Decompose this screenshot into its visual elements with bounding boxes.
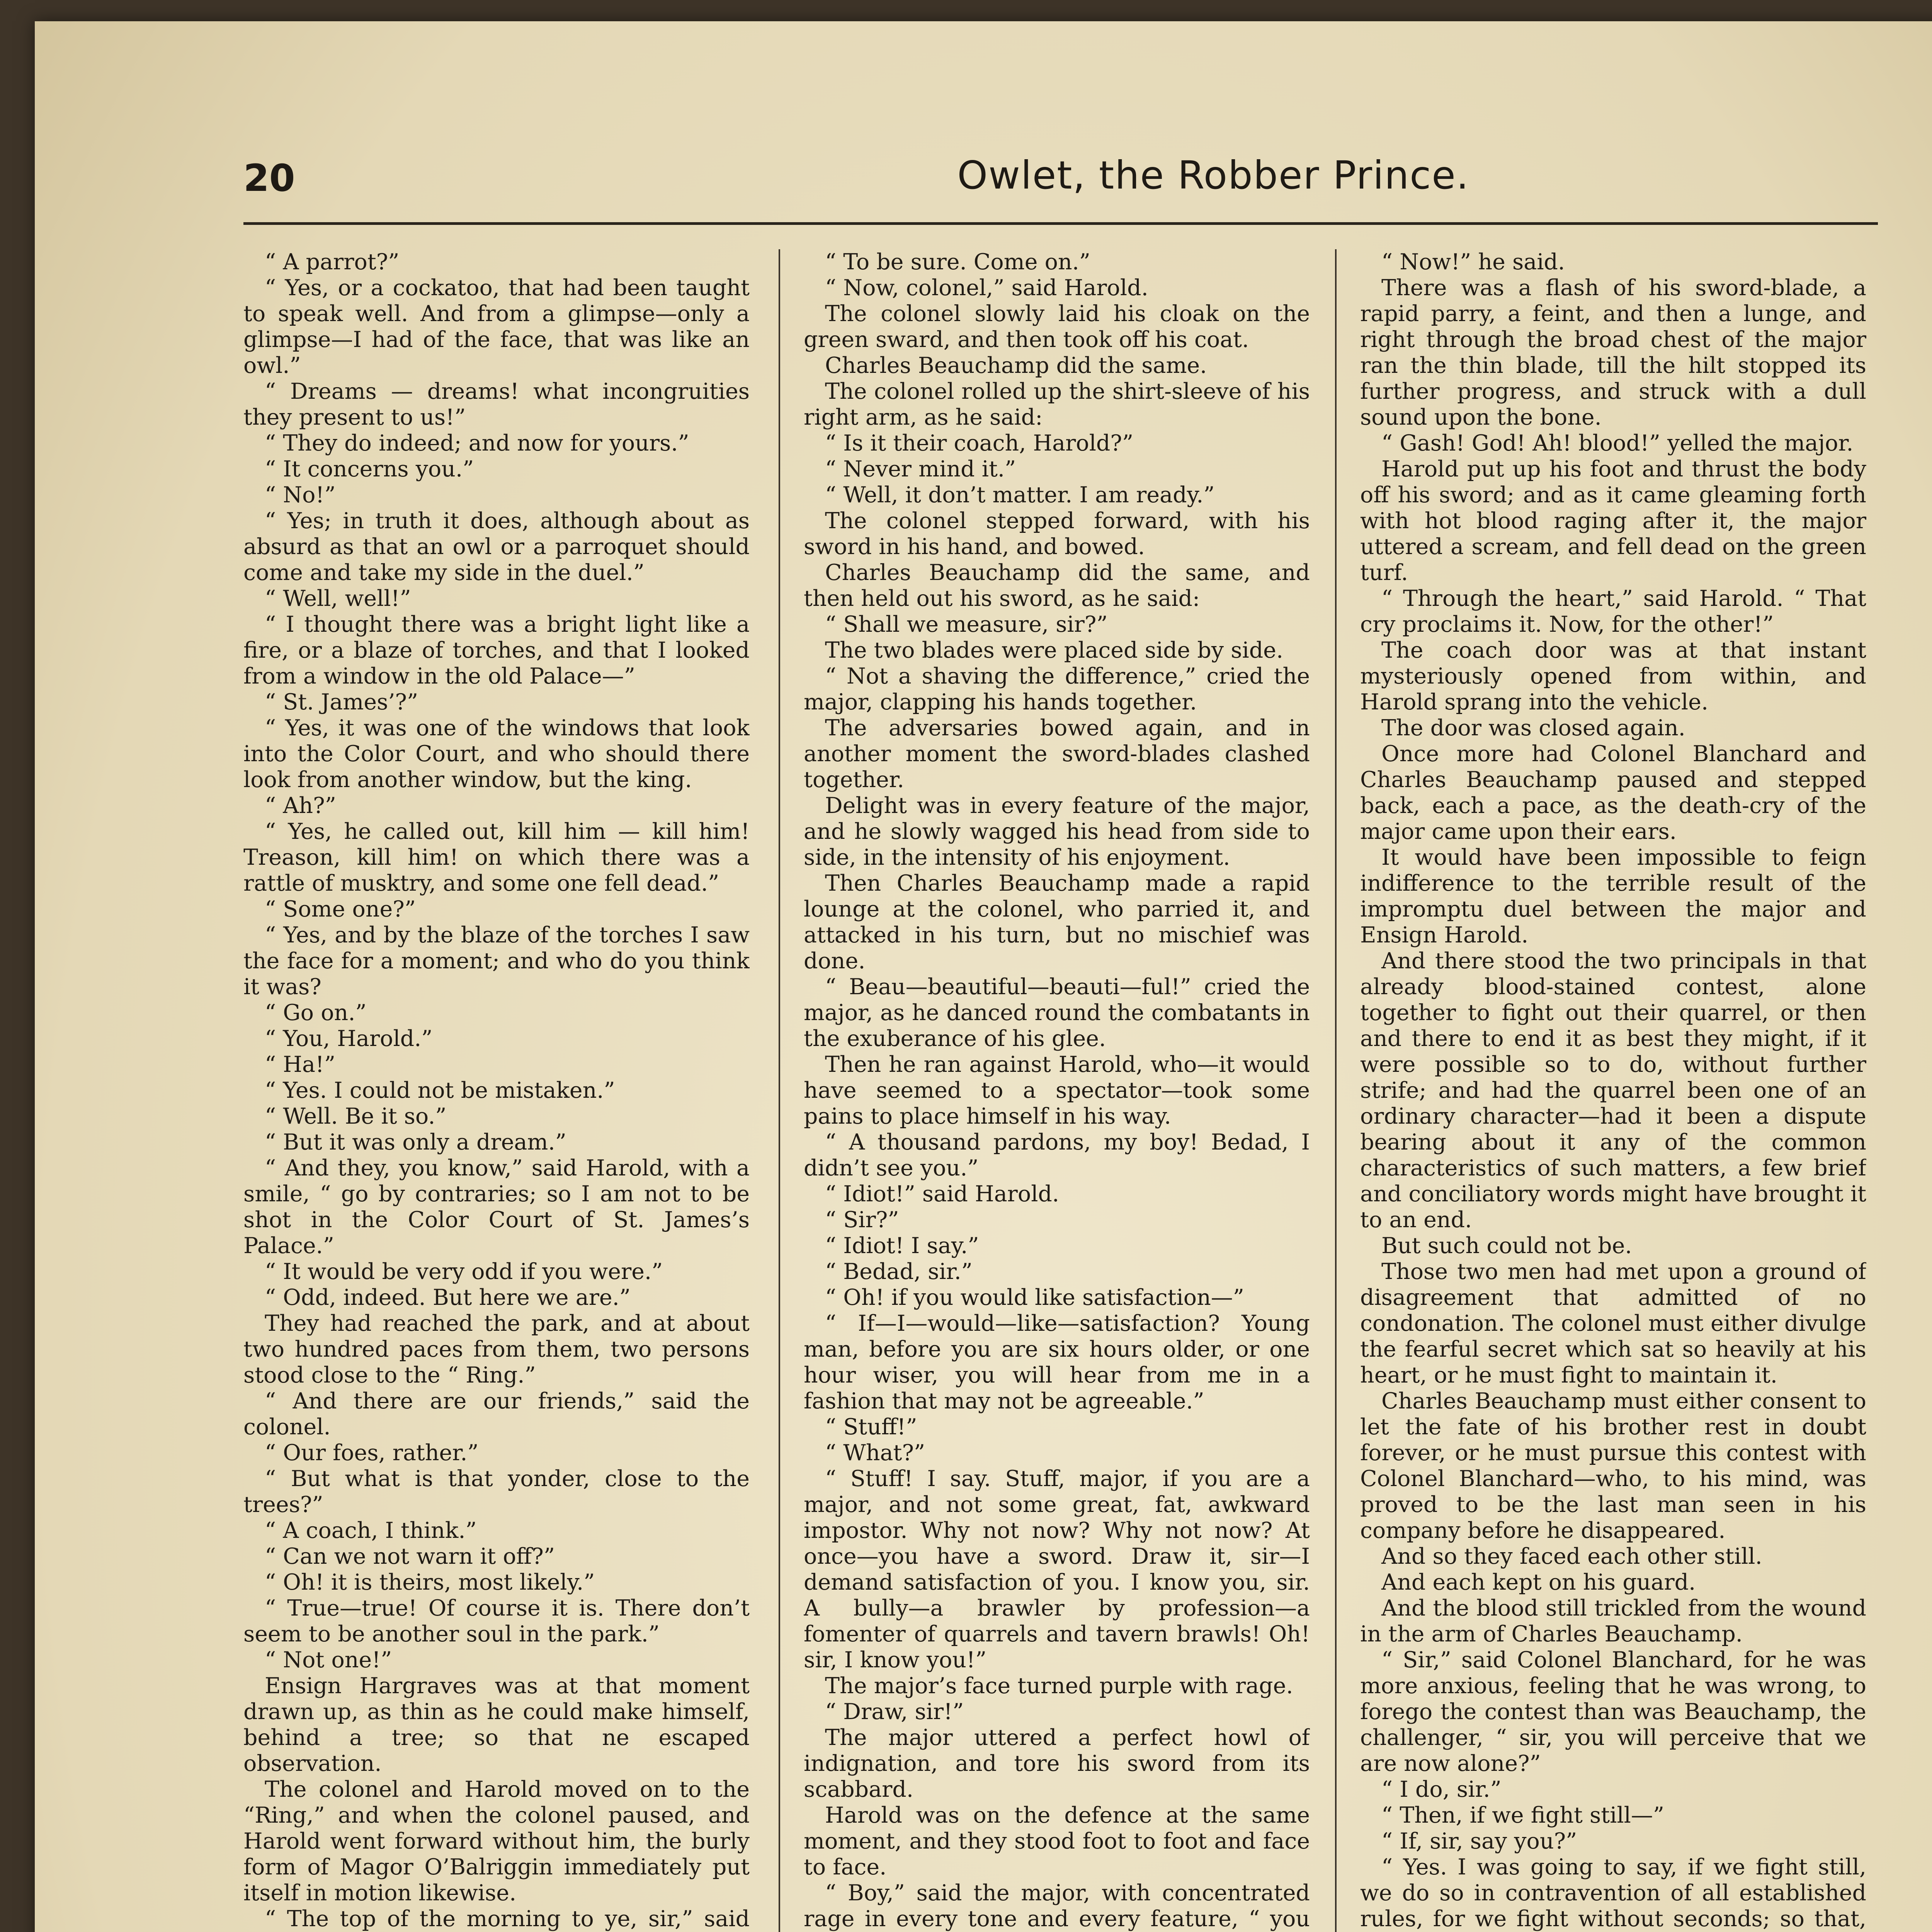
paragraph: “ True—true! Of course it is. There don’t seem to be another soul in the park.” bbox=[243, 1595, 750, 1647]
paragraph: “ Ha!” bbox=[265, 1052, 335, 1077]
paragraph: The colonel stepped forward, with his sword in his hand, and bowed. bbox=[804, 508, 1310, 560]
paragraph: The major’s face turned purple with rage. bbox=[825, 1673, 1293, 1699]
paragraph: “ Then, if we fight still—” bbox=[1381, 1803, 1664, 1828]
paragraph: “ Yes. I was going to say, if we fight still, we do so in contravention of all established rules, for we fight without seconds; so that, bbox=[1360, 1854, 1866, 1932]
paragraph: “ I thought there was a bright light like a fire, or a blaze of torches, and that I looked from a window in the old Palace—” bbox=[243, 612, 750, 689]
paragraph: “ Is it their coach, Harold?” bbox=[825, 430, 1134, 456]
paragraph: “ St. James’?” bbox=[265, 689, 418, 715]
paragraph: “ I do, sir.” bbox=[1381, 1777, 1502, 1802]
paragraph: “ Dreams — dreams! what incongruities they present to us!” bbox=[243, 379, 750, 430]
paragraph: “ Yes, he called out, kill him — kill him! Treason, kill him! on which there was a rattle of musktry, and some one fell dead.” bbox=[243, 819, 750, 896]
paragraph: “ Yes. I could not be mistaken.” bbox=[265, 1078, 615, 1103]
paragraph: “ Not a shaving the difference,” cried the major, clapping his hands together. bbox=[804, 663, 1310, 715]
paragraph: “ And there are our friends,” said the colonel. bbox=[243, 1388, 750, 1440]
paragraph: “ But what is that yonder, close to the trees?” bbox=[243, 1466, 750, 1517]
paragraph: Once more had Colonel Blanchard and Charles Beauchamp paused and stepped back, each a pace, as the death-cry of the major came upon their ears. bbox=[1360, 741, 1866, 844]
paragraph: Charles Beauchamp must either consent to let the fate of his brother rest in doubt forever, or he must pursue this contest with Colonel Blanchard—who, to his mind, was proved to be the last man seen in his company before he disappeared. bbox=[1360, 1388, 1866, 1543]
text-column-2 bbox=[804, 249, 1310, 1932]
page-number: 20 bbox=[243, 156, 295, 200]
paragraph: “ Sir?” bbox=[825, 1207, 899, 1233]
paragraph: And so they faced each other still. bbox=[1381, 1544, 1762, 1569]
paragraph: “ Boy,” said the major, with concentrated rage in every tone and every feature, “ you bbox=[804, 1880, 1310, 1932]
header-rule bbox=[243, 222, 1878, 225]
paragraph: “ Oh! if you would like satisfaction—” bbox=[825, 1285, 1244, 1310]
paragraph: The colonel rolled up the shirt-sleeve of his right arm, as he said: bbox=[804, 379, 1310, 430]
paragraph: “ And they, you know,” said Harold, with a smile, “ go by contraries; so I am not to be shot in the Color Court of St. James’s Palace.” bbox=[243, 1155, 750, 1259]
paragraph: “ Odd, indeed. But here we are.” bbox=[265, 1285, 631, 1310]
paragraph: “ If—I—would—like—satisfaction? Young man, before you are six hours older, or one hour wiser, you will hear from me in a fashion that may not be agreeable.” bbox=[804, 1311, 1310, 1414]
paragraph: But such could not be. bbox=[1381, 1233, 1632, 1259]
paragraph: “ What?” bbox=[825, 1440, 925, 1466]
paragraph: “ Yes, it was one of the windows that look into the Color Court, and who should there look from another window, but the king. bbox=[243, 715, 750, 793]
paragraph: “ Stuff!” bbox=[825, 1414, 917, 1440]
column-divider bbox=[779, 249, 780, 1932]
paragraph: “ Go on.” bbox=[265, 1000, 367, 1026]
paragraph: “ Through the heart,” said Harold. “ That cry proclaims it. Now, for the other!” bbox=[1360, 586, 1866, 637]
paragraph: “ Our foes, rather.” bbox=[265, 1440, 479, 1466]
paragraph: There was a flash of his sword-blade, a rapid parry, a feint, and then a lunge, and right through the broad chest of the major ran the thin blade, till the hilt stopped its further progress, and struck with a dull sound upon the bone. bbox=[1360, 275, 1866, 430]
paragraph: “ The top of the morning to ye, sir,” said bbox=[265, 1906, 750, 1932]
paragraph: “ You, Harold.” bbox=[265, 1026, 433, 1051]
paragraph: “ Can we not warn it off?” bbox=[265, 1544, 555, 1569]
paragraph: Ensign Hargraves was at that moment drawn up, as thin as he could make himself, behind a tree; so that ne escaped observation. bbox=[243, 1673, 750, 1776]
paragraph: “ Shall we measure, sir?” bbox=[825, 612, 1108, 637]
running-title: Owlet, the Robber Prince. bbox=[957, 153, 1469, 198]
paragraph: The adversaries bowed again, and in another moment the sword-blades clashed together. bbox=[804, 715, 1310, 793]
paragraph: “ Draw, sir!” bbox=[825, 1699, 964, 1725]
paragraph: “ Idiot!” said Harold. bbox=[825, 1181, 1060, 1207]
paragraph: The colonel and Harold moved on to the “Ring,” and when the colonel paused, and Harold went forward without him, the burly form of Magor O’Balriggin immediately put itself in motion likewise. bbox=[243, 1777, 750, 1906]
paragraph: “ Some one?” bbox=[265, 896, 416, 922]
paragraph: Charles Beauchamp did the same, and then held out his sword, as he said: bbox=[804, 560, 1310, 611]
paragraph: And the blood still trickled from the wound in the arm of Charles Beauchamp. bbox=[1360, 1595, 1866, 1647]
paragraph: “ Never mind it.” bbox=[825, 456, 1016, 482]
paragraph: “ Sir,” said Colonel Blanchard, for he was more anxious, feeling that he was wrong, to forego the contest than was Beauchamp, the challenger, “ sir, you will perceive that we are now alone?” bbox=[1360, 1647, 1866, 1776]
paragraph: “ Yes; in truth it does, although about as absurd as that an owl or a parroquet should come and take my side in the duel.” bbox=[243, 508, 750, 585]
paragraph: “ A coach, I think.” bbox=[265, 1518, 477, 1543]
paragraph: It would have been impossible to feign indifference to the terrible result of the impromptu duel between the major and Ensign Harold. bbox=[1360, 845, 1866, 948]
paragraph: “ Not one!” bbox=[265, 1647, 392, 1673]
paragraph: The door was closed again. bbox=[1381, 715, 1685, 741]
paragraph: “ A thousand pardons, my boy! Bedad, I didn’t see you.” bbox=[804, 1129, 1310, 1181]
paragraph: Charles Beauchamp did the same. bbox=[825, 353, 1207, 378]
paragraph: Harold put up his foot and thrust the body off his sword; and as it came gleaming forth with hot blood raging after it, the major uttered a scream, and fell dead on the green turf. bbox=[1360, 456, 1866, 585]
paragraph: Then he ran against Harold, who—it would have seemed to a spectator—took some pains to place himself in his way. bbox=[804, 1052, 1310, 1129]
paragraph: “ Now!” he said. bbox=[1381, 249, 1565, 275]
paragraph: “ It concerns you.” bbox=[265, 456, 474, 482]
paragraph: They had reached the park, and at about two hundred paces from them, two persons stood close to the “ Ring.” bbox=[243, 1311, 750, 1388]
paragraph: “ Ah?” bbox=[265, 793, 336, 818]
paragraph: And there stood the two principals in that already blood-stained contest, alone together to fight out their quarrel, or then and there to end it as best they might, if it were possible so to do, without further strife; and had the quarrel been one of an ordinary character—had it been a dispute bearing about it any of the common characteristics of such matters, a few brief and conciliatory words might have brought it to an end. bbox=[1360, 948, 1866, 1233]
newspaper-page bbox=[35, 21, 1932, 1932]
paragraph: “ Bedad, sir.” bbox=[825, 1259, 973, 1284]
paragraph: The coach door was at that instant mysteriously opened from within, and Harold sprang into the vehicle. bbox=[1360, 638, 1866, 715]
paragraph: “ If, sir, say you?” bbox=[1381, 1828, 1577, 1854]
paragraph: “ Now, colonel,” said Harold. bbox=[825, 275, 1148, 301]
paragraph: “ A parrot?” bbox=[265, 249, 400, 275]
paragraph: “ To be sure. Come on.” bbox=[825, 249, 1090, 275]
paragraph: “ But it was only a dream.” bbox=[265, 1129, 566, 1155]
paragraph: “ Stuff! I say. Stuff, major, if you are a major, and not some great, fat, awkward impostor. Why not now? Why not now? At once—you have a sword. Draw it, sir—I demand satisfaction of you. I know you, sir. A bully—a brawler by profession—a fomenter of quarrels and tavern brawls! Oh! sir, I know you!” bbox=[804, 1466, 1310, 1673]
paragraph: “ Yes, or a cockatoo, that had been taught to speak well. And from a glimpse—only a glimpse—I had of the face, that was like an owl.” bbox=[243, 275, 750, 378]
text-column-1 bbox=[243, 249, 750, 1932]
paragraph: The colonel slowly laid his cloak on the green sward, and then took off his coat. bbox=[804, 301, 1310, 352]
paragraph: “ Idiot! I say.” bbox=[825, 1233, 979, 1259]
paragraph: Harold was on the defence at the same moment, and they stood foot to foot and face to face. bbox=[804, 1803, 1310, 1880]
paragraph: “ Oh! it is theirs, most likely.” bbox=[265, 1570, 595, 1595]
paragraph: “ Gash! God! Ah! blood!” yelled the major. bbox=[1381, 430, 1854, 456]
paragraph: “ Yes, and by the blaze of the torches I saw the face for a moment; and who do you think it was? bbox=[243, 922, 750, 1000]
paragraph: “ Well, well!” bbox=[265, 586, 411, 611]
paragraph: “ It would be very odd if you were.” bbox=[265, 1259, 663, 1284]
paragraph: Delight was in every feature of the major, and he slowly wagged his head from side to side, in the intensity of his enjoyment. bbox=[804, 793, 1310, 870]
paragraph: “ They do indeed; and now for yours.” bbox=[265, 430, 689, 456]
paragraph: “ Beau—beautiful—beauti—ful!” cried the major, as he danced round the combatants in the exuberance of his glee. bbox=[804, 974, 1310, 1051]
paragraph: Those two men had met upon a ground of disagreement that admitted of no condonation. The colonel must either divulge the fearful secret which sat so heavily at his heart, or he must fight to maintain it. bbox=[1360, 1259, 1866, 1388]
text-column-3 bbox=[1360, 249, 1866, 1932]
paragraph: The major uttered a perfect howl of indignation, and tore his sword from its scabbard. bbox=[804, 1725, 1310, 1802]
column-divider bbox=[1335, 249, 1337, 1932]
paragraph: “ Well, it don’t matter. I am ready.” bbox=[825, 482, 1215, 508]
paragraph: “ No!” bbox=[265, 482, 336, 508]
paragraph: Then Charles Beauchamp made a rapid lounge at the colonel, who parried it, and attacked in his turn, but no mischief was done. bbox=[804, 871, 1310, 974]
paragraph: “ Well. Be it so.” bbox=[265, 1104, 447, 1129]
paragraph: And each kept on his guard. bbox=[1381, 1570, 1696, 1595]
paragraph: The two blades were placed side by side. bbox=[825, 638, 1284, 663]
